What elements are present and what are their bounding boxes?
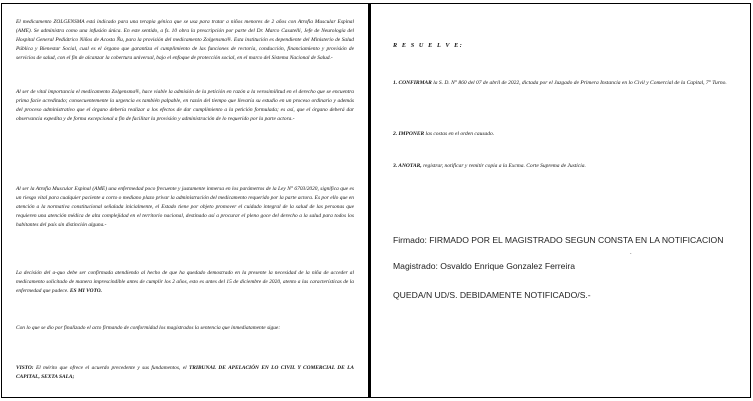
paragraph-visto: [16, 364, 354, 382]
separator-dot: .: [630, 250, 632, 256]
magistrate-line: Magistrado: Osvaldo Enrique Gonzalez Ferreira: [393, 261, 575, 271]
item3-text: registrar, notificar y remitir copia a la Excma. Corte Suprema de Justicia.: [421, 163, 586, 169]
paragraph-decision: [16, 269, 354, 296]
resolve-item-3: [393, 162, 732, 171]
visto-text: El mérito que ofrece el acuerdo precedente y sus fundamentos, el: [33, 365, 189, 371]
tribunal-name: TRIBUNAL DE APELACIÓN EN LO CIVIL Y COMERCIAL DE LA CAPITAL, SEXTA SALA;: [16, 365, 354, 380]
left-page: [1, 3, 369, 398]
right-page: [370, 3, 751, 398]
item3-verb: 3. ANOTAR,: [393, 163, 422, 169]
paragraph-zolgensma: El medicamento ZOLGENSMA está indicado para una terapia génica que se usa para tratar a niños menores de 2 años con Atrofia Muscular Espinal (AME). Se administra como una infusión única. En este sentido, a fs. 10 obra la prescripción por parte del Dr. Marco Casatelli, Jefe de Neurología del Hospital General Pediátrico Niños de Acosta Ñu, para la provisión del medicamento Zolgensma®. Esta institución es dependiente del Ministerio de Salud Pública y Bienestar Social, cual es el órgano que garantiza el cumplimiento de las funciones de rectoría, conducción, financiamiento y provisión de servicios de salud, con el fin de alcanzar la cobertura universal, bajo el enfoque de protección social, en el marco del Sistema Nacional de Salud.-: [16, 19, 354, 61]
resolve-item-1: [393, 79, 732, 88]
paragraph-ame: Al ser la Atrofia Muscular Espinal (AME) una enfermedad poco frecuente y justamente inmersa en los parámetros de la Ley N° 6703/2020, significa que es un riesgo vital para cualquier paciente a corto o mediano plazo privar la administración del medicamento requerido por la parte actora. Es por ello que en atención a la normativa constitucional señalada inicialmente, el Estado tiene por objeto promover el cuidado integral de la salud de las personas que requieren una atención médica de alta complejidad en el territorio nacional, destinado así a procurar el pleno goce del derecho a la salud para todos los habitantes del país sin distinción alguna.-: [16, 186, 354, 228]
item2-text: las costas en el orden causado.: [424, 131, 495, 137]
item2-verb: 2. IMPONER: [393, 131, 425, 137]
decision-text: La decisión del a-quo debe ser confirmada atendiendo al hecho de que ha quedado demostrado en la presente la necesidad de la niña de acceder al medicamento solicitado de manera imprescindible antes de cumplir los 2 años, esto es antes del 15 de diciembre de 2020, atento a las características de la enfermedad que padece.: [16, 270, 354, 294]
signed-line: Firmado: FIRMADO POR EL MAGISTRADO SEGUN CONSTA EN LA NOTIFICACION: [393, 235, 724, 245]
visto-label: VISTO:: [16, 365, 34, 371]
resolve-heading: R E S U E L V E:: [393, 42, 464, 49]
paragraph-vital-importance: Al ser de vital importancia el medicamento Zolgensma®, hace viable la admisión de la petición en razón a la verosimilitud en el derecho que se encuentra prima facie acreditado; consecuentemente la urgencia es también palpable, en razón del tiempo que llevaría su estudio en un proceso ordinario y además del proceso administrativo que el órgano debería realizar a los efectos de dar cumplimiento a la petición formulada; es así, que el órgano deberá dar observancia expedita y de forma excepcional a fin de facilitar la provisión y administración de lo requerido por la parte actora.-: [16, 89, 354, 122]
item1-verb: 1. CONFIRMAR: [393, 80, 432, 86]
resolve-item-2: [393, 130, 732, 139]
paragraph-closing: Con lo que se dio por finalizado el acto firmando de conformidad los magistrados la sentencia que inmediatamente sigue:: [16, 325, 281, 331]
notified-line: QUEDA/N UD/S. DEBIDAMENTE NOTIFICADO/S.-: [393, 290, 591, 300]
item1-text: la S. D. N° 860 del 07 de abril de 2022, dictada por el Juzgado de Primera Instancia en lo Civil y Comercial de la Capital, 7° Turno.: [431, 80, 727, 86]
vote-text: ES MI VOTO.: [69, 287, 103, 294]
